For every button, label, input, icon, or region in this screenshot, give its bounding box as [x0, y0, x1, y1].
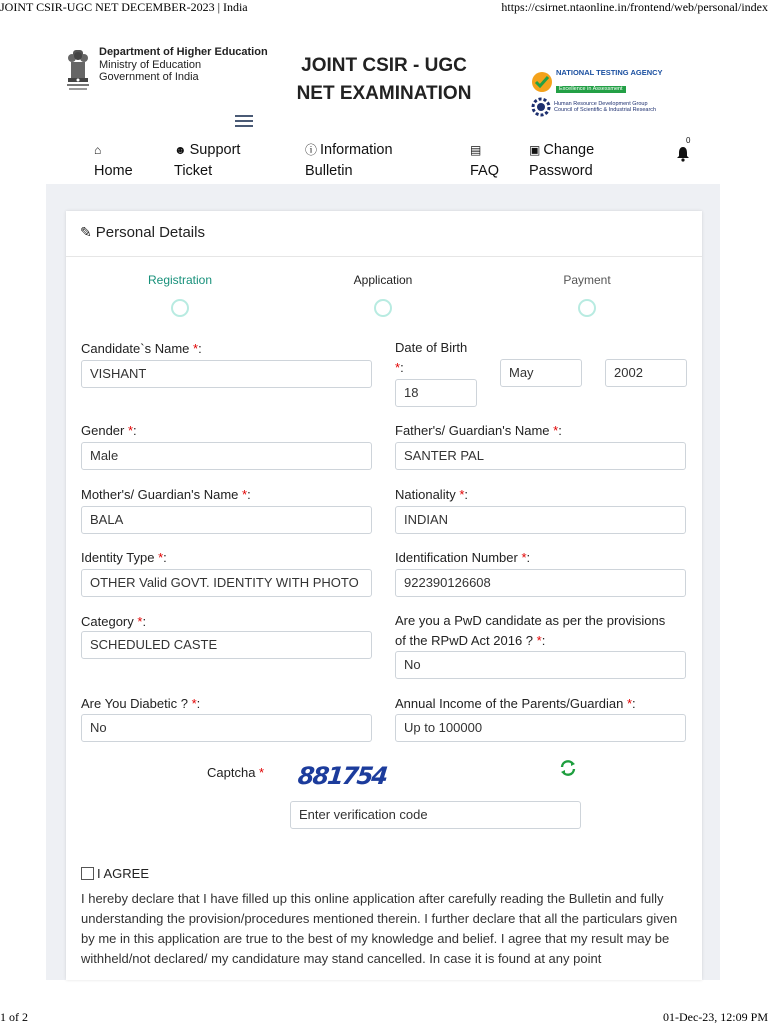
nta-name: NATIONAL TESTING AGENCY	[556, 68, 663, 77]
print-page-title: JOINT CSIR-UGC NET DECEMBER-2023 | India	[0, 0, 248, 14]
mother-name-label: Mother's/ Guardian's Name *:	[81, 487, 251, 502]
mother-name-field[interactable]: BALA	[81, 506, 372, 534]
nav-bulletin-label: Bulletin	[305, 163, 353, 179]
site-title-line1: JOINT CSIR - UGC	[301, 55, 467, 76]
identification-number-label: Identification Number *:	[395, 550, 531, 565]
step-registration: Registration	[147, 273, 213, 287]
nationality-label: Nationality *:	[395, 487, 468, 502]
nav-home[interactable]	[94, 140, 133, 182]
captcha-input[interactable]: Enter verification code	[290, 801, 581, 829]
identification-number-field[interactable]: 922390126608	[395, 569, 686, 597]
i-agree-checkbox[interactable]	[81, 867, 94, 880]
info-icon: ⓘ	[305, 143, 318, 157]
nav-information-bulletin[interactable]	[305, 140, 393, 182]
dob-label: Date of Birth *:	[395, 340, 468, 375]
declaration-text: I hereby declare that I have filled up this online application after carefully reading the Bulletin and fully understanding the provision/procedures mentioned therein. I further declare that all the particulars given by me in this application are true to the best of my knowledge and belief. I agree that my result may be withheld/not declared/ my candidature may stand cancelled. In case it is found at any point	[81, 891, 678, 966]
pwd-select[interactable]: No	[395, 651, 686, 679]
edit-icon: ✎	[80, 224, 92, 240]
card-header	[66, 211, 702, 257]
category-label: Category *:	[81, 614, 147, 629]
department-branding	[62, 46, 268, 94]
pwd-label: Are you a PwD candidate as per the provisions of the RPwD Act 2016 ? *:	[395, 613, 666, 648]
identity-type-select[interactable]: OTHER Valid GOVT. IDENTITY WITH PHOTO	[81, 569, 372, 597]
step-application: Application	[353, 273, 413, 287]
site-title-line2: NET EXAMINATION	[296, 83, 472, 104]
hamburger-menu-icon[interactable]	[235, 115, 253, 130]
national-emblem-icon	[62, 46, 94, 94]
income-select[interactable]: Up to 100000	[395, 714, 686, 742]
category-select[interactable]: SCHEDULED CASTE	[81, 631, 372, 659]
candidate-name-field[interactable]: VISHANT	[81, 360, 372, 388]
dob-month-select[interactable]: May	[500, 359, 582, 387]
candidate-name-label: Candidate`s Name *:	[81, 341, 202, 356]
department-text	[99, 46, 268, 84]
captcha-image: 881754	[296, 762, 388, 790]
chat-bubbles-icon: ▤	[470, 143, 482, 157]
hrdg-row	[531, 97, 691, 117]
nationality-select[interactable]: INDIAN	[395, 506, 686, 534]
nav-password-label: Password	[529, 163, 593, 179]
lock-icon: ▣	[529, 143, 541, 157]
print-datetime: 01-Dec-23, 12:09 PM	[663, 1010, 768, 1024]
nta-branding	[531, 68, 691, 117]
nta-row	[531, 68, 691, 95]
nta-tagline: Excellence in Assessment	[556, 86, 626, 93]
site-title	[284, 52, 484, 108]
diabetic-select[interactable]: No	[81, 714, 372, 742]
nav-support-label: Support	[189, 142, 241, 158]
nav-support-ticket[interactable]	[174, 140, 240, 182]
income-label: Annual Income of the Parents/Guardian *:	[395, 696, 636, 711]
nav-ticket-label: Ticket	[174, 163, 213, 179]
csir-gear-logo-icon	[531, 97, 551, 117]
user-icon: ☻	[174, 143, 187, 157]
print-page-number: 1 of 2	[0, 1010, 28, 1024]
bell-icon[interactable]	[675, 146, 691, 162]
personal-details-card	[66, 211, 702, 980]
captcha-label: Captcha *	[207, 765, 265, 780]
nav-home-label: Home	[94, 163, 133, 179]
hrdg-name: Human Resource Development Group	[554, 100, 648, 107]
gender-select[interactable]: Male	[81, 442, 372, 470]
ministry-name: Ministry of Education	[99, 58, 202, 71]
father-name-label: Father's/ Guardian's Name *:	[395, 423, 562, 438]
dept-name: Department of Higher Education	[99, 46, 268, 58]
step-payment-dot	[578, 299, 596, 317]
government-name: Government of India	[99, 71, 199, 83]
card-title: Personal Details	[95, 224, 205, 241]
step-registration-dot	[171, 299, 189, 317]
print-header	[0, 0, 768, 16]
refresh-icon[interactable]	[559, 759, 577, 777]
diabetic-label: Are You Diabetic ? *:	[81, 696, 201, 711]
father-name-field[interactable]: SANTER PAL	[395, 442, 686, 470]
step-payment: Payment	[563, 273, 611, 287]
nav-faq[interactable]	[470, 140, 499, 182]
print-url: https://csirnet.ntaonline.in/frontend/web/personal/index	[501, 0, 768, 14]
gender-label: Gender *:	[81, 423, 137, 438]
notification-count: 0	[686, 136, 691, 145]
nav-change-password[interactable]	[529, 140, 594, 182]
nav-faq-label: FAQ	[470, 163, 500, 179]
nav-info-label: Information	[320, 142, 393, 158]
identity-type-label: Identity Type *:	[81, 550, 167, 565]
i-agree-label: I AGREE	[97, 866, 150, 881]
dob-day-field[interactable]: 18	[395, 379, 477, 407]
step-application-dot	[374, 299, 392, 317]
home-icon: ⌂	[94, 143, 102, 157]
nav-change-label: Change	[543, 142, 595, 158]
nta-logo-icon	[531, 71, 553, 93]
dob-year-select[interactable]: 2002	[605, 359, 687, 387]
i-agree-checkbox-row[interactable]	[81, 866, 149, 881]
csir-name: Council of Scientific & Industrial Research	[554, 107, 657, 113]
